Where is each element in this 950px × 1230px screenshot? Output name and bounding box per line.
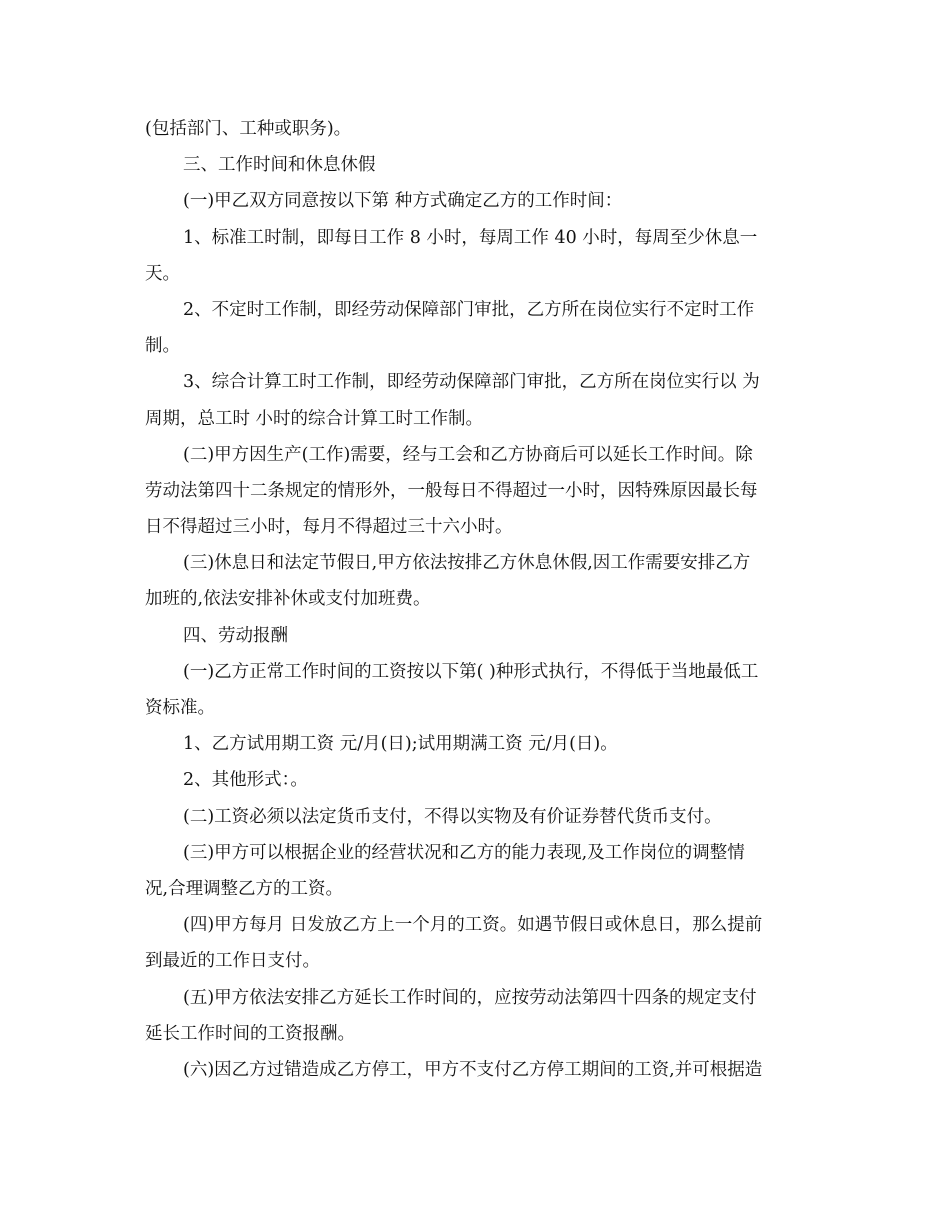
document-body	[145, 111, 815, 1088]
document-text-line: 日不得超过三小时，每月不得超过三十六小时。	[145, 517, 513, 538]
document-text-line: 3、综合计算工时工作制，即经劳动保障部门审批，乙方所在岗位实行以 为	[183, 372, 760, 393]
document-text-line: (一)甲乙双方同意按以下第 种方式确定乙方的工作时间：	[183, 191, 623, 212]
document-text-line: (二)工资必须以法定货币支付，不得以实物及有价证券替代货币支付。	[183, 806, 722, 827]
document-text-line: 况,合理调整乙方的工资。	[145, 878, 344, 899]
document-text-line: 加班的,依法安排补休或支付加班费。	[145, 589, 431, 610]
document-text-line: 2、不定时工作制，即经劳动保障部门审批，乙方所在岗位实行不定时工作	[183, 299, 755, 320]
document-text-line: (三)休息日和法定节假日,甲方依法按排乙方休息休假,因工作需要安排乙方	[183, 553, 751, 574]
document-text-line: 天。	[145, 263, 180, 284]
document-text-line: 到最近的工作日支付。	[145, 951, 320, 972]
document-text-line: 资标准。	[145, 698, 215, 718]
document-text-line: 周期，总工时 小时的综合计算工时工作制。	[145, 408, 484, 429]
document-text-line: (一)乙方正常工作时间的工资按以下第( )种形式执行，不得低于当地最低工	[183, 661, 759, 682]
document-text-line: (五)甲方依法安排乙方延长工作时间的，应按劳动法第四十四条的规定支付	[183, 987, 757, 1008]
document-text-line: 四、劳动报酬	[183, 625, 288, 646]
document-text-line: 延长工作时间的工资报酬。	[145, 1023, 355, 1044]
document-text-line: (包括部门、工种或职务)。	[145, 119, 352, 139]
document-text-line: 劳动法第四十二条规定的情形外，一般每日不得超过一小时，因特殊原因最长每	[145, 480, 758, 501]
document-text-line: (三)甲方可以根据企业的经营状况和乙方的能力表现,及工作岗位的调整情	[183, 842, 745, 863]
document-text-line: 2、其他形式：。	[183, 770, 308, 791]
document-text-line: (四)甲方每月 日发放乙方上一个月的工资。如遇节假日或休息日，那么提前	[183, 915, 763, 936]
document-text-line: (二)甲方因生产(工作)需要，经与工会和乙方协商后可以延长工作时间。除	[183, 444, 753, 465]
document-text-line: 制。	[145, 336, 180, 357]
document-text-line: (六)因乙方过错造成乙方停工，甲方不支付乙方停工期间的工资,并可根据造	[183, 1059, 763, 1080]
document-text-line: 1、乙方试用期工资 元/月(日);试用期满工资 元/月(日)。	[183, 734, 618, 755]
document-text-line: 三、工作时间和休息休假	[183, 155, 376, 176]
document-text-line: 1、标准工时制，即每日工作 8 小时，每周工作 40 小时，每周至少休息一	[183, 227, 758, 248]
